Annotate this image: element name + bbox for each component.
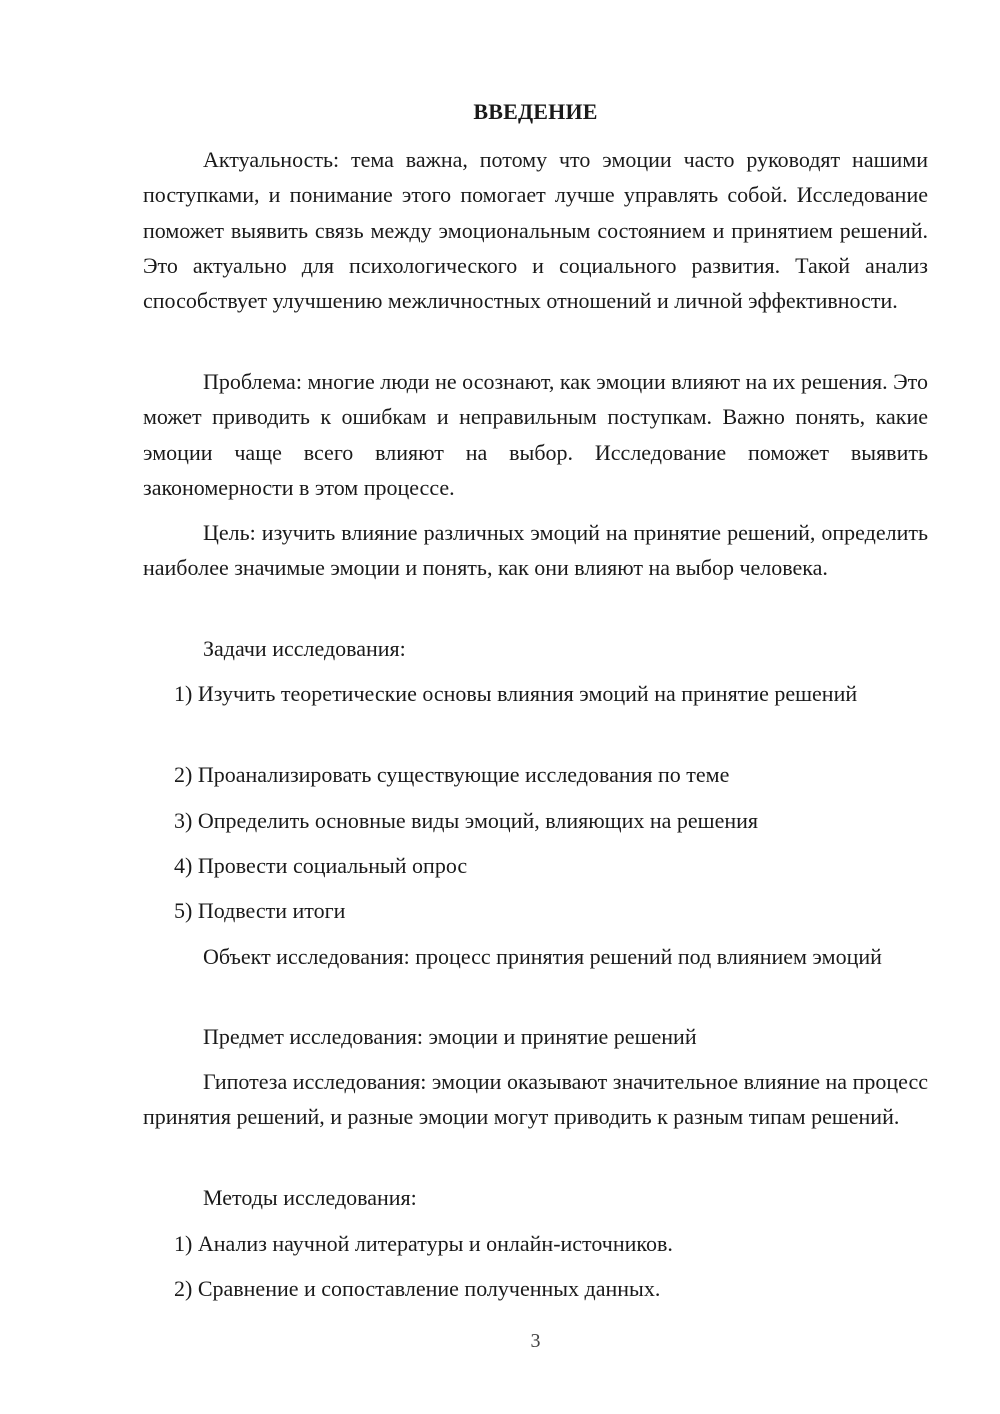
paragraph-methods-heading: Методы исследования:: [203, 1185, 417, 1210]
paragraph-subject: Предмет исследования: эмоции и принятие решений: [203, 1024, 697, 1049]
document-page: [143, 0, 928, 1414]
list-item-method-1: 1) Анализ научной литературы и онлайн-источников.: [174, 1231, 673, 1256]
paragraph-problem: Проблема: многие люди не осознают, как эмоции влияют на их решения. Это может приводить к ошибкам и неправильным поступкам. Важно понять, какие эмоции чаще всего влияют на выбор. Исследование поможет выявить закономерности в этом процессе.: [143, 369, 928, 500]
list-item-task-5: 5) Подвести итоги: [174, 898, 346, 923]
paragraph-relevance: Актуальность: тема важна, потому что эмоции часто руководят нашими поступками, и понимание этого помогает лучше управлять собой. Исследование поможет выявить связь между эмоциональным состоянием и принятием решений. Это актуально для психологического и социального развития. Такой анализ способствует улучшению межличностных отношений и личной эффективности.: [143, 147, 928, 314]
section-title: ВВЕДЕНИЕ: [473, 99, 598, 124]
paragraph-hypothesis: Гипотеза исследования: эмоции оказывают значительное влияние на процесс принятия решений, и разные эмоции могут приводить к разным типам решений.: [143, 1069, 928, 1130]
paragraph-object: Объект исследования: процесс принятия решений под влиянием эмоций: [203, 944, 882, 969]
list-item-method-2: 2) Сравнение и сопоставление полученных данных.: [174, 1276, 661, 1301]
list-item-task-2: 2) Проанализировать существующие исследования по теме: [174, 762, 730, 787]
list-item-task-4: 4) Провести социальный опрос: [174, 853, 468, 878]
list-item-task-3: 3) Определить основные виды эмоций, влияющих на решения: [174, 808, 759, 833]
paragraph-tasks-heading: Задачи исследования:: [203, 636, 406, 661]
list-item-task-1: 1) Изучить теоретические основы влияния эмоций на принятие решений: [174, 681, 858, 706]
paragraph-goal: Цель: изучить влияние различных эмоций на принятие решений, определить наиболее значимые эмоции и понять, как они влияют на выбор человека.: [143, 520, 928, 581]
page-number: 3: [530, 1330, 541, 1352]
